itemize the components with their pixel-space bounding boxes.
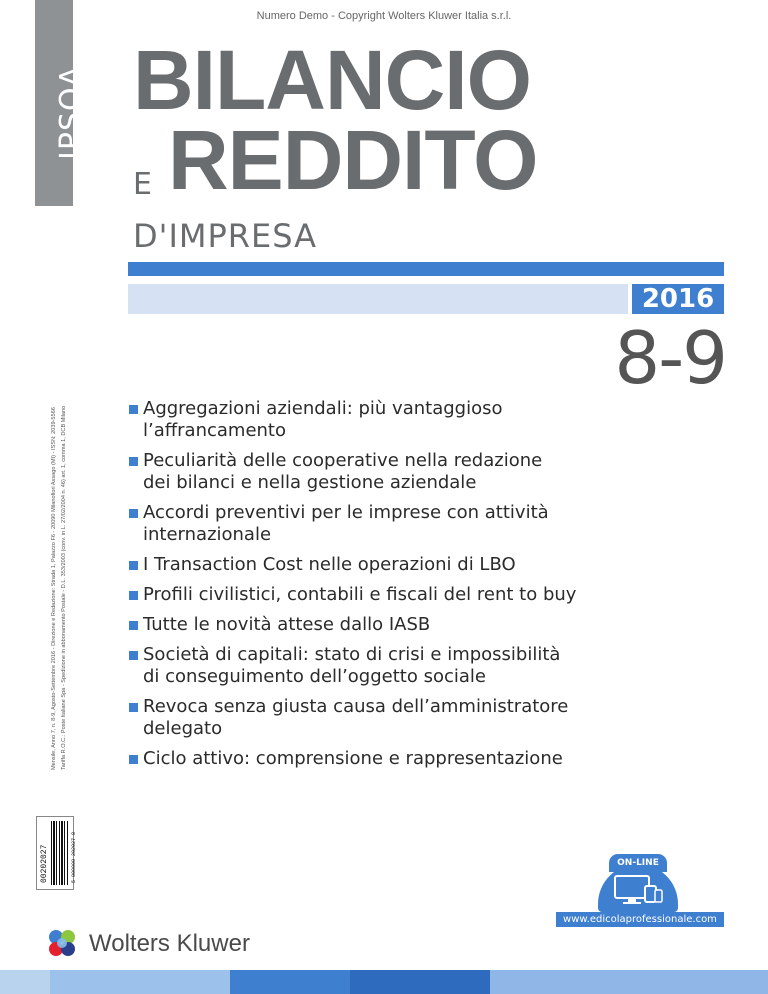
year-badge: 2016 [632, 284, 724, 314]
masthead-line-1: BILANCIO [133, 33, 531, 127]
barcode [36, 816, 77, 890]
toc-item-line: Aggregazioni aziendali: più vantaggioso [143, 398, 503, 419]
bullet-square-icon [129, 405, 138, 414]
legal-notice [49, 310, 69, 770]
bullet-square-icon [129, 703, 138, 712]
toc-item [128, 554, 608, 576]
toc-item [128, 644, 608, 688]
toc-item [128, 696, 608, 740]
toc-item-line: Revoca senza giusta causa dell’amministratore [143, 696, 569, 717]
bullet-square-icon [129, 509, 138, 518]
bullet-square-icon [129, 561, 138, 570]
toc-item [128, 584, 608, 606]
bullet-square-icon [129, 621, 138, 630]
toc-item [128, 450, 608, 494]
toc-item-line: internazionale [143, 524, 272, 545]
wolters-kluwer-logo-icon [44, 925, 80, 961]
toc-item-line: Tutte le novità attese dallo IASB [143, 614, 431, 635]
toc-item [128, 502, 608, 546]
toc-item-line: Accordi preventivi per le imprese con attività [143, 502, 549, 523]
bullet-square-icon [129, 591, 138, 600]
legal-line-2: Tariffa R.O.C.: Poste Italiane Spa - Spedizione in abbonamento Postale - D.L. 353/2003 (conv. in L. 27/02/2004 n. 46) art. 1, comma 1, DCB Milano [61, 405, 67, 770]
toc-item-line: delegato [143, 718, 223, 739]
footer-segment [490, 970, 768, 994]
toc-item [128, 748, 608, 770]
toc-item-line: I Transaction Cost nelle operazioni di LBO [143, 554, 516, 575]
masthead-line-2: REDDITO [168, 113, 538, 207]
legal-line-1: Mensile, Anno 7, n. 8-9, Agosto-Settembre 2016 - Direzione e Redazione: Strada 1, Palazzo F6 - 20090 Milanofiori Assago (MI) - ISSN: 2039-5566 [51, 407, 57, 770]
bullet-square-icon [129, 651, 138, 660]
masthead-line-3: D'IMPRESA [133, 217, 318, 255]
copyright-notice: Numero Demo - Copyright Wolters Kluwer Italia s.r.l. [256, 10, 512, 22]
imprint-label: IPSOA [54, 65, 89, 160]
toc-item [128, 614, 608, 636]
barcode-code: 00202027 [40, 844, 49, 883]
accent-bar [128, 262, 724, 276]
bullet-square-icon [129, 755, 138, 764]
footer-segment [50, 970, 230, 994]
online-label: ON-LINE [609, 854, 667, 872]
toc-item-line: Profili civilistici, contabili e fiscali del rent to buy [143, 584, 577, 605]
toc-item-line: l’affrancamento [143, 420, 287, 441]
toc-item-line: Ciclo attivo: comprensione e rappresentazione [143, 748, 563, 769]
issue-number: 8-9 [614, 316, 726, 400]
toc-item-line: Società di capitali: stato di crisi e impossibilità [143, 644, 561, 665]
footer-segment [230, 970, 350, 994]
toc-item-line: di conseguimento dell’oggetto sociale [143, 666, 486, 687]
light-accent-bar [128, 284, 628, 314]
barcode-number: 5 000000 202027 8 [71, 831, 77, 883]
footer-segment [350, 970, 490, 994]
footer-segment [0, 970, 50, 994]
bullet-square-icon [129, 457, 138, 466]
toc-item-line: dei bilanci e nella gestione aziendale [143, 472, 477, 493]
barcode-bars [51, 821, 69, 885]
toc-item [128, 398, 608, 442]
online-url-link[interactable]: www.edicolaprofessionale.com [556, 912, 724, 927]
brand-name: Wolters Kluwer [89, 930, 250, 957]
toc-item-line: Peculiarità delle cooperative nella redazione [143, 450, 543, 471]
table-of-contents [128, 398, 608, 778]
footer-color-strip [0, 970, 768, 994]
masthead-connector: E [133, 167, 152, 202]
